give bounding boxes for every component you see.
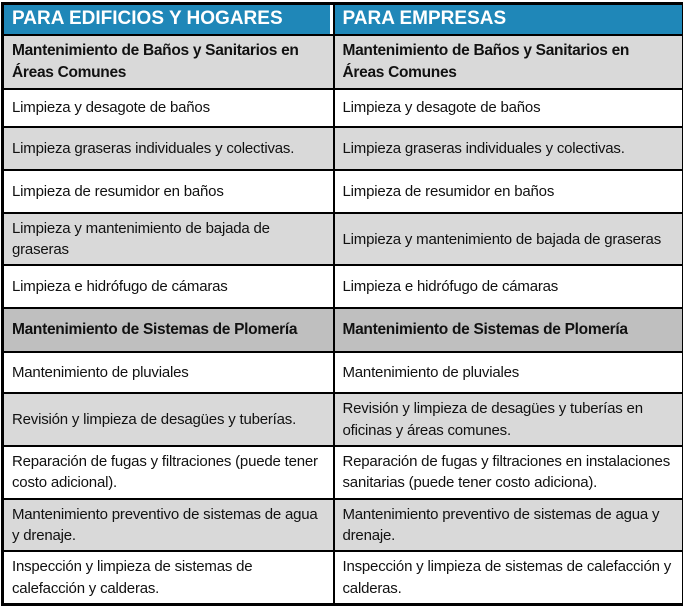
table-row [3,89,683,127]
column-header-edificios-hogares: PARA EDIFICIOS Y HOGARES [3,4,334,35]
table-cell: Limpieza graseras individuales y colectivas. [334,127,683,170]
table-cell: Mantenimiento preventivo de sistemas de agua y drenaje. [334,499,683,552]
table-cell: Reparación de fugas y filtraciones (puede tener costo adicional). [3,446,334,499]
table-cell: Inspección y limpieza de sistemas de calefacción y calderas. [334,551,683,604]
header-row [3,4,683,35]
table-cell: Limpieza e hidrófugo de cámaras [3,265,334,308]
table-cell: Reparación de fugas y filtraciones en instalaciones sanitarias (puede tener costo adiciona). [334,446,683,499]
table-row [3,213,683,266]
table-cell: Limpieza de resumidor en baños [334,170,683,213]
table-cell: Limpieza e hidrófugo de cámaras [334,265,683,308]
table-cell: Limpieza y desagote de baños [334,89,683,127]
table-row [3,393,683,446]
table-cell: Revisión y limpieza de desagües y tuberías. [3,393,334,446]
section-cell: Mantenimiento de Sistemas de Plomería [334,308,683,352]
table-cell: Mantenimiento de pluviales [3,352,334,393]
section-cell: Mantenimiento de Sistemas de Plomería [3,308,334,352]
section-cell: Mantenimiento de Baños y Sanitarios en Áreas Comunes [3,35,334,89]
table-row [3,551,683,604]
table-cell: Limpieza y mantenimiento de bajada de graseras [334,213,683,266]
table-row [3,170,683,213]
section-row-sistemas-plomeria [3,308,683,352]
section-row-banos-sanitarios [3,35,683,89]
table-row [3,127,683,170]
table-row [3,352,683,393]
table-cell: Limpieza y desagote de baños [3,89,334,127]
column-header-empresas: PARA EMPRESAS [334,4,683,35]
services-comparison-table [1,2,683,606]
table-cell: Revisión y limpieza de desagües y tuberías en oficinas y áreas comunes. [334,393,683,446]
section-cell: Mantenimiento de Baños y Sanitarios en Áreas Comunes [334,35,683,89]
table-row [3,446,683,499]
table-row [3,499,683,552]
table-cell: Inspección y limpieza de sistemas de calefacción y calderas. [3,551,334,604]
table-cell: Mantenimiento preventivo de sistemas de agua y drenaje. [3,499,334,552]
table-row [3,265,683,308]
table-cell: Limpieza y mantenimiento de bajada de graseras [3,213,334,266]
table-cell: Limpieza graseras individuales y colectivas. [3,127,334,170]
table-cell: Limpieza de resumidor en baños [3,170,334,213]
table-cell: Mantenimiento de pluviales [334,352,683,393]
